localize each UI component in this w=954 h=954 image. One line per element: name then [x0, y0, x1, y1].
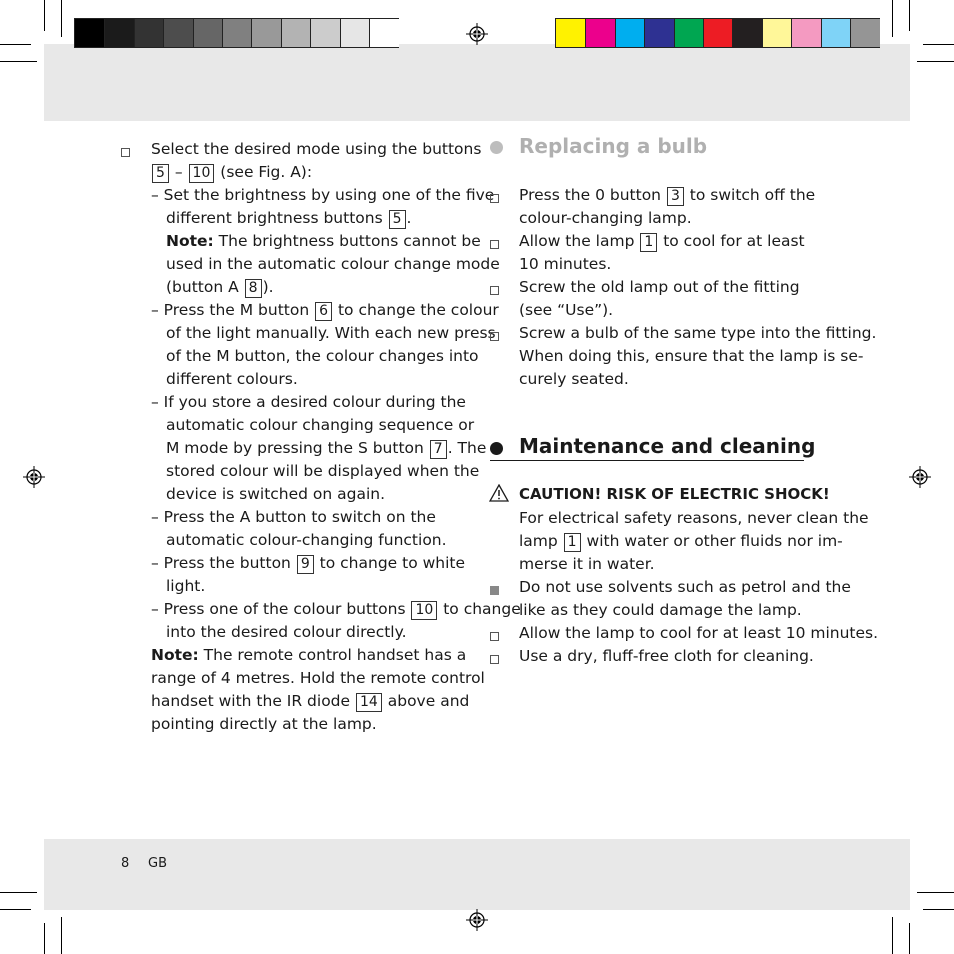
text-segment: to change: [438, 600, 521, 618]
reference-number-box: 1: [564, 533, 581, 552]
text-segment: stored colour will be displayed when the: [166, 462, 480, 480]
text-segment: – Set the brightness by using one of the five: [151, 186, 495, 204]
reference-number-box: 8: [245, 279, 262, 298]
text-line: [166, 621, 407, 644]
text-line: [166, 437, 486, 460]
crop-mark: [923, 44, 954, 45]
text-line: [519, 576, 851, 599]
text-segment: lamp: [519, 532, 563, 550]
text-segment: curely seated.: [519, 370, 629, 388]
heading-maintenance: Maintenance and cleaning: [519, 434, 816, 458]
text-segment: – Press the A button to switch on the: [151, 508, 436, 526]
language-code: GB: [148, 856, 167, 871]
color-swatch: [703, 19, 733, 47]
text-segment: light.: [166, 577, 206, 595]
color-swatch: [556, 19, 585, 47]
text-segment: The brightness buttons cannot be: [213, 232, 481, 250]
checkbox-bullet: [490, 632, 499, 641]
text-segment: handset with the IR diode: [151, 692, 355, 710]
section-bullet-icon: [490, 141, 503, 154]
crop-mark: [0, 44, 31, 45]
reference-number-box: 10: [189, 164, 215, 183]
text-line: [519, 645, 814, 668]
checkbox-bullet: [121, 148, 130, 157]
text-line: [519, 599, 802, 622]
crop-mark: [44, 0, 45, 31]
text-line: [151, 391, 466, 414]
text-line: [166, 253, 500, 276]
text-segment: – Press the M button: [151, 301, 315, 319]
text-segment: colour-changing lamp.: [519, 209, 692, 227]
reference-number-box: 7: [430, 440, 447, 459]
reference-number-box: 9: [297, 555, 314, 574]
text-segment: to switch off the: [684, 186, 816, 204]
color-swatch: [762, 19, 792, 47]
text-segment: (see Fig. A):: [215, 163, 313, 181]
color-swatch: [310, 19, 340, 47]
text-segment: (see “Use”).: [519, 301, 614, 319]
text-line: [166, 345, 479, 368]
text-line: [519, 322, 876, 345]
checkbox-bullet: [490, 286, 499, 295]
text-segment: to change the colour: [333, 301, 499, 319]
reference-number-box: 14: [356, 693, 382, 712]
text-segment: merse it in water.: [519, 555, 655, 573]
page-number: 8: [121, 856, 130, 871]
text-line: [519, 184, 815, 207]
text-segment: to change to white: [314, 554, 466, 572]
text-segment: .: [406, 209, 412, 227]
text-segment: Use a dry, fluff-free cloth for cleaning.: [519, 647, 814, 665]
reference-number-box: 1: [640, 233, 657, 252]
text-segment: Screw a bulb of the same type into the fitting.: [519, 324, 877, 342]
text-line: [151, 552, 465, 575]
text-segment: pointing directly at the lamp.: [151, 715, 377, 733]
text-segment: different colours.: [166, 370, 298, 388]
crop-mark: [61, 0, 62, 37]
text-segment: Allow the lamp to cool for at least 10 minutes.: [519, 624, 879, 642]
color-swatch: [674, 19, 704, 47]
text-line: [151, 713, 377, 736]
text-segment: Select the desired mode using the buttons: [151, 140, 482, 158]
color-swatch: [134, 19, 164, 47]
registration-mark-icon: [909, 466, 931, 488]
crop-mark: [44, 923, 45, 954]
text-segment: range of 4 metres. Hold the remote control: [151, 669, 485, 687]
reference-number-box: 10: [411, 601, 437, 620]
text-line: [151, 644, 466, 667]
text-line: [166, 529, 447, 552]
text-segment: automatic colour-changing function.: [166, 531, 447, 549]
caution-text: CAUTION! RISK OF ELECTRIC SHOCK!: [519, 485, 830, 503]
text-line: [519, 368, 629, 391]
text-line: [151, 138, 481, 161]
crop-mark: [0, 909, 31, 910]
text-segment: different brightness buttons: [166, 209, 388, 227]
text-segment: 10 minutes.: [519, 255, 612, 273]
text-line: [166, 207, 411, 230]
text-line: [151, 299, 499, 322]
color-swatch: [281, 19, 311, 47]
color-swatch: [821, 19, 851, 47]
color-swatch: [732, 19, 762, 47]
text-line: [519, 276, 800, 299]
color-swatch: [644, 19, 674, 47]
text-line: [519, 253, 611, 276]
header-band: [44, 44, 910, 121]
crop-mark: [917, 61, 954, 62]
color-swatch: [104, 19, 134, 47]
text-line: [519, 230, 805, 253]
text-line: [151, 184, 494, 207]
text-line: [519, 299, 613, 322]
warning-triangle-icon: [489, 484, 509, 502]
color-swatch: [193, 19, 223, 47]
checkbox-bullet: [490, 332, 499, 341]
text-segment: to cool for at least: [658, 232, 805, 250]
color-swatch: [585, 19, 615, 47]
checkbox-bullet: [490, 194, 499, 203]
crop-mark: [909, 0, 910, 31]
text-segment: Do not use solvents such as petrol and the: [519, 578, 851, 596]
reference-number-box: 5: [389, 210, 406, 229]
color-calibration-bar: [555, 18, 880, 48]
text-segment: used in the automatic colour change mode: [166, 255, 500, 273]
crop-mark: [909, 923, 910, 954]
text-line: [519, 530, 843, 553]
color-swatch: [75, 19, 104, 47]
color-swatch: [163, 19, 193, 47]
reference-number-box: 3: [667, 187, 684, 206]
text-segment: ).: [262, 278, 274, 296]
grayscale-calibration-bar: [74, 18, 399, 48]
checkbox-bullet: [490, 240, 499, 249]
text-segment: Screw the old lamp out of the fitting: [519, 278, 800, 296]
text-segment: with water or other fluids nor im-: [581, 532, 843, 550]
text-line: [519, 622, 878, 645]
crop-mark: [923, 909, 954, 910]
text-segment: into the desired colour directly.: [166, 623, 407, 641]
text-segment: Press the 0 button: [519, 186, 666, 204]
crop-mark: [917, 892, 954, 893]
text-segment: (button A: [166, 278, 244, 296]
heading-replacing-bulb: Replacing a bulb: [519, 134, 708, 158]
text-segment: above and: [382, 692, 470, 710]
text-line: [519, 345, 864, 368]
text-segment: . The: [447, 439, 487, 457]
text-segment: of the light manually. With each new press: [166, 324, 496, 342]
color-swatch: [369, 19, 399, 47]
text-line: [151, 690, 469, 713]
crop-mark: [0, 892, 37, 893]
registration-mark-icon: [466, 909, 488, 931]
text-segment: The remote control handset has a: [198, 646, 467, 664]
text-line: [166, 276, 274, 299]
text-segment: Allow the lamp: [519, 232, 640, 250]
text-line: [519, 207, 692, 230]
text-segment: – Press the button: [151, 554, 296, 572]
note-label: Note:: [151, 646, 199, 664]
text-line: [166, 483, 385, 506]
section-bullet-icon: [490, 442, 503, 455]
text-line: [151, 667, 485, 690]
text-line: [166, 575, 205, 598]
checkbox-bullet: [490, 586, 499, 595]
crop-mark: [61, 917, 62, 954]
reference-number-box: 6: [315, 302, 332, 321]
text-line: [151, 506, 436, 529]
color-swatch: [340, 19, 370, 47]
text-line: [166, 414, 474, 437]
note-label: Note:: [166, 232, 214, 250]
footer-band: [44, 839, 910, 910]
text-segment: M mode by pressing the S button: [166, 439, 429, 457]
text-line: [151, 161, 312, 184]
text-segment: automatic colour changing sequence or: [166, 416, 475, 434]
color-swatch: [791, 19, 821, 47]
text-segment: –: [169, 163, 188, 181]
text-line: [519, 507, 869, 530]
registration-mark-icon: [23, 466, 45, 488]
text-line: [151, 598, 521, 621]
text-segment: device is switched on again.: [166, 485, 386, 503]
crop-mark: [892, 917, 893, 954]
text-line: [166, 368, 298, 391]
checkbox-bullet: [490, 655, 499, 664]
registration-mark-icon: [466, 23, 488, 45]
color-swatch: [850, 19, 880, 47]
text-segment: For electrical safety reasons, never clean the: [519, 509, 869, 527]
text-segment: – Press one of the colour buttons: [151, 600, 411, 618]
color-swatch: [615, 19, 645, 47]
text-line: [166, 322, 496, 345]
text-segment: like as they could damage the lamp.: [519, 601, 802, 619]
crop-mark: [0, 61, 37, 62]
text-segment: – If you store a desired colour during the: [151, 393, 466, 411]
text-line: [519, 553, 655, 576]
text-line: [166, 230, 481, 253]
text-segment: of the M button, the colour changes into: [166, 347, 479, 365]
color-swatch: [222, 19, 252, 47]
text-segment: When doing this, ensure that the lamp is se-: [519, 347, 864, 365]
heading-underline: [490, 460, 804, 461]
crop-mark: [892, 0, 893, 37]
color-swatch: [251, 19, 281, 47]
reference-number-box: 5: [152, 164, 169, 183]
text-line: [166, 460, 479, 483]
